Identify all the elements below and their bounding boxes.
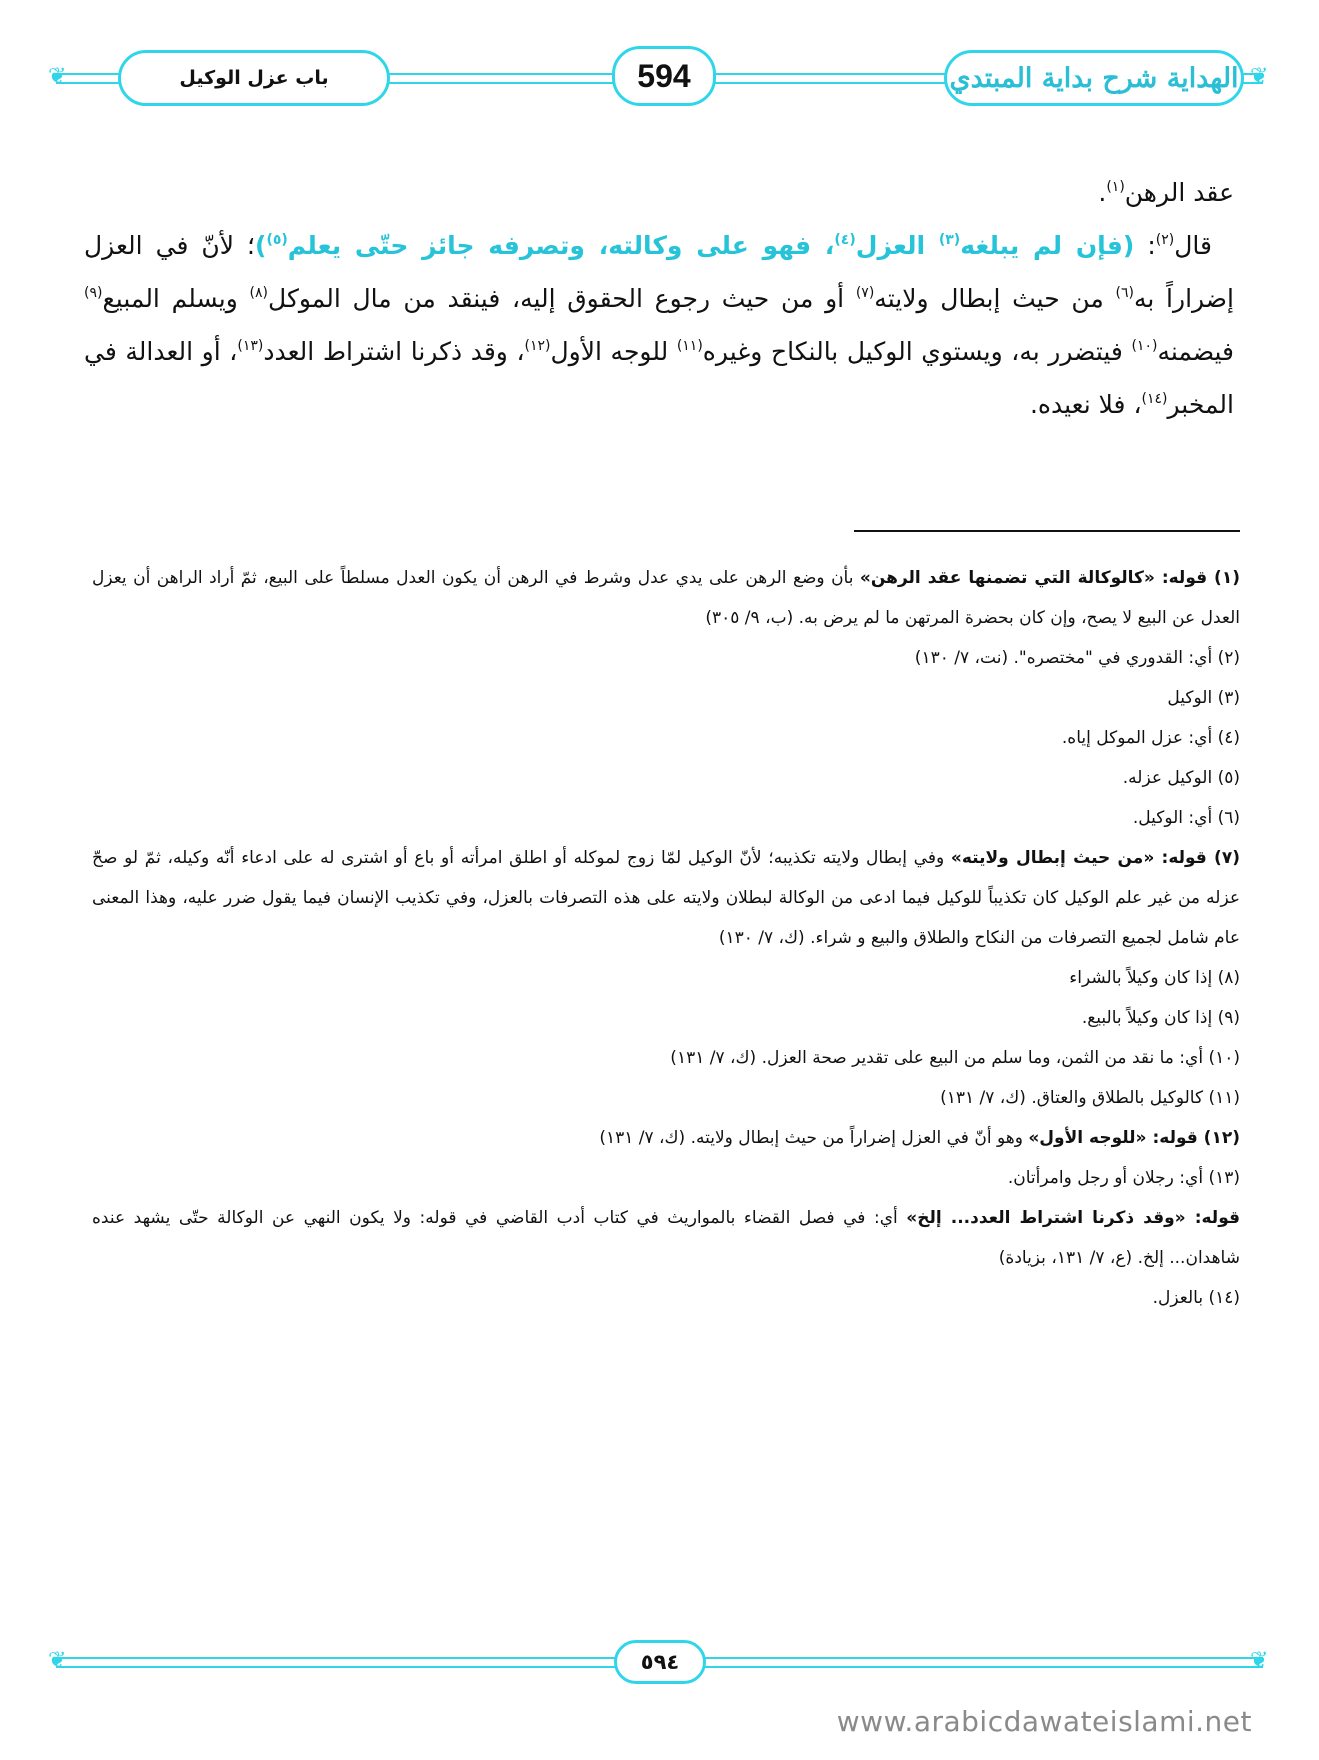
text-fragment: . — [1098, 178, 1107, 207]
main-text — [84, 166, 1234, 431]
book-title-box — [944, 50, 1244, 106]
footnote-ref: (١٠) — [1131, 338, 1158, 354]
footnote-11: (١١) كالوكيل بالطلاق والعتاق. (ك، ٧/ ١٣١) — [940, 1088, 1240, 1108]
chapter-title-box — [118, 50, 390, 106]
footnote-ref: (١) — [1106, 179, 1125, 195]
footnote-ref: (٢) — [1155, 232, 1175, 248]
footnote-14: (١٤) بالعزل. — [1152, 1288, 1240, 1308]
text-fragment: ، فلا نعيده. — [1029, 390, 1142, 419]
footnote-9: (٩) إذا كان وكيلاً بالبيع. — [1081, 1008, 1240, 1028]
footer-ornament-right-icon: ❦ — [1250, 1648, 1269, 1673]
footnote-lemma: قوله: «من حيث إبطال ولايته» — [950, 848, 1207, 868]
text-fragment: ، وقد ذكرنا اشتراط العدد — [263, 337, 525, 366]
text-fragment: : — [1134, 231, 1156, 260]
footnote-ref: (٩) — [84, 285, 103, 301]
footnote-7 — [92, 838, 1240, 958]
main-paragraph — [84, 219, 1234, 431]
footnote-text: أي: في فصل القضاء بالمواريث في كتاب أدب القاضي في قوله: ولا يكون النهي عن الوكالة حتّى يشهد عنده شاهدان... إلخ. (ع، ٧/ ١٣١، بزيادة) — [92, 1208, 1240, 1268]
matn-quote — [255, 231, 1134, 260]
page-number-box — [612, 46, 716, 106]
header-ornament-right-icon: ❦ — [1250, 64, 1269, 89]
text-fragment: أو من حيث رجوع الحقوق إليه، فينقد من مال الموكل — [268, 284, 856, 313]
chapter-title: باب عزل الوكيل — [179, 67, 329, 89]
footnote-2: (٢) أي: القدوري في "مختصره". (نت، ٧/ ١٣٠) — [914, 648, 1240, 668]
footnote-separator — [854, 530, 1240, 532]
footnote-3: (٣) الوكيل — [1167, 688, 1240, 708]
text-fragment: ، أو العدالة في المخبر — [84, 337, 1234, 419]
footnote-quote — [92, 1198, 1240, 1278]
footnote-lemma: قوله: «للوجه الأول» — [1028, 1128, 1198, 1148]
text-fragment: عقد الرهن — [1124, 178, 1234, 207]
footnote-number: (١٢) — [1197, 1128, 1240, 1148]
footnote-13: (١٣) أي: رجلان أو رجل وامرأتان. — [1007, 1168, 1240, 1188]
header-ornament-left-icon: ❦ — [48, 64, 67, 89]
footer-page-number-box — [614, 1640, 706, 1684]
footnote-lemma: قوله: «وقد ذكرنا اشتراط العدد... إلخ» — [906, 1208, 1240, 1228]
footnote-ref: (٣) — [938, 232, 961, 248]
footnote-ref: (١٣) — [237, 338, 264, 354]
footnote-ref: (١٤) — [1141, 391, 1168, 407]
text-fragment: ، فهو على وكالته، وتصرفه جائز حتّى يعلم — [287, 231, 835, 260]
footnote-text: وفي إبطال ولايته تكذيبه؛ لأنّ الوكيل لمّا زوج لموكله أو اطلق امرأته أو باع أو اشترى له على ادعاء أنّه وكيله، ثمّ لو صحّ عزله من غير علم الوكيل كان تكذيباً للوكيل فيما ادعى من الوكالة لبطلان ولايته على هذه التصرفات بالعزل، وفي تكذيب الإنسان فيما يقول ضرر عليه، وهذا المعنى عام شامل لجميع التصرفات من النكاح والطلاق والبيع و شراء. (ك، ٧/ ١٣٠) — [92, 848, 1240, 948]
footnote-ref: (١٢) — [524, 338, 551, 354]
text-fragment: (فإن لم يبلغه — [960, 231, 1135, 260]
website-watermark[interactable]: www.arabicdawateislami.net — [836, 1705, 1252, 1738]
text-fragment: قال — [1174, 231, 1212, 260]
footnote-number: (٧) — [1206, 848, 1240, 868]
footnote-12 — [92, 1118, 1240, 1158]
footnote-5: (٥) الوكيل عزله. — [1122, 768, 1240, 788]
text-fragment: ؛ لأنّ في العزل إضراراً به — [84, 231, 1234, 313]
text-fragment: فيتضرر به، ويستوي الوكيل بالنكاح وغيره — [702, 337, 1132, 366]
footnote-text: وهو أنّ في العزل إضراراً من حيث إبطال ولايته. (ك، ٧/ ١٣١) — [599, 1128, 1029, 1148]
text-fragment: ويسلم المبيع — [102, 284, 250, 313]
book-title: الهداية شرح بداية المبتدي — [949, 62, 1239, 94]
footer-ornament-left-icon: ❦ — [48, 1648, 67, 1673]
footnote-ref: (٥) — [266, 232, 288, 248]
footnote-10: (١٠) أي: ما نقد من الثمن، وما سلم من البيع على تقدير صحة العزل. (ك، ٧/ ١٣١) — [670, 1048, 1240, 1068]
footer-page-number: ٥٩٤ — [640, 1650, 680, 1674]
footnote-ref: (٦) — [1115, 285, 1134, 301]
footnote-1 — [92, 558, 1240, 638]
text-fragment: ) — [255, 231, 267, 260]
footnote-ref: (٧) — [855, 285, 875, 301]
text-fragment: للوجه الأول — [550, 337, 677, 366]
text-fragment: العزل — [855, 231, 939, 260]
footnotes — [92, 558, 1240, 1318]
page-number: 594 — [637, 57, 691, 94]
footnote-ref: (٤) — [834, 232, 856, 248]
text-fragment: من حيث إبطال ولايته — [874, 284, 1116, 313]
footnote-lemma: قوله: «كالوكالة التي تضمنها عقد الرهن» — [859, 568, 1208, 588]
text-fragment: فيضمنه — [1157, 337, 1235, 366]
footnote-6: (٦) أي: الوكيل. — [1132, 808, 1240, 828]
footnote-ref: (٨) — [249, 285, 269, 301]
footnote-number: (١) — [1207, 568, 1240, 588]
footnote-4: (٤) أي: عزل الموكل إياه. — [1061, 728, 1240, 748]
main-line-1 — [84, 166, 1234, 219]
footnote-8: (٨) إذا كان وكيلاً بالشراء — [1069, 968, 1240, 988]
footnote-text: بأن وضع الرهن على يدي عدل وشرط في الرهن أن يكون العدل مسلطاً على البيع، ثمّ أراد الراهن أن يعزل العدل عن البيع لا يصح، وإن كان بحضرة المرتهن ما لم يرض به. (ب، ٩/ ٣٠٥) — [92, 568, 1240, 628]
footnote-ref: (١١) — [676, 338, 703, 354]
